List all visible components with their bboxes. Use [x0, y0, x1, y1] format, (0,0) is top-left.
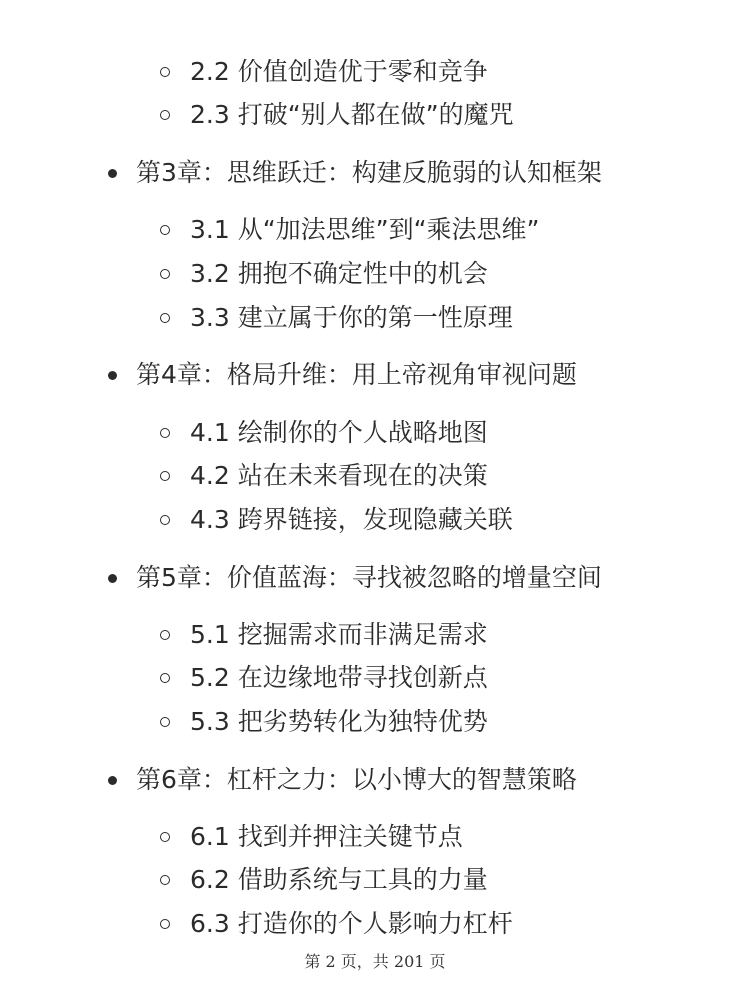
toc-section-item: [160, 254, 488, 294]
toc-section-item: [160, 456, 488, 496]
toc-chapter-text: 第3章：思维跃迁：构建反脆弱的认知框架: [136, 158, 602, 187]
toc-section-item: [160, 413, 488, 453]
circle-bullet-icon: [160, 428, 170, 438]
toc-section-text: 4.1 绘制你的个人战略地图: [190, 418, 488, 447]
toc-section-text: 6.2 借助系统与工具的力量: [190, 865, 488, 894]
circle-bullet-icon: [160, 67, 170, 77]
toc-section-item: [160, 817, 463, 857]
toc-section-item: [160, 298, 513, 338]
toc-chapter-text: 第4章：格局升维：用上帝视角审视问题: [136, 360, 577, 389]
toc-section-item: [160, 904, 513, 944]
circle-bullet-icon: [160, 225, 170, 235]
circle-bullet-icon: [160, 673, 170, 683]
toc-section-text: 5.3 把劣势转化为独特优势: [190, 707, 488, 736]
circle-bullet-icon: [160, 919, 170, 929]
toc-section-text: 6.3 打造你的个人影响力杠杆: [190, 909, 513, 938]
toc-section-text: 3.3 建立属于你的第一性原理: [190, 303, 513, 332]
toc-section-item: [160, 702, 488, 742]
circle-bullet-icon: [160, 269, 170, 279]
disc-bullet-icon: [108, 574, 117, 583]
circle-bullet-icon: [160, 515, 170, 525]
toc-section-text: 5.2 在边缘地带寻找创新点: [190, 663, 488, 692]
toc-section-item: [160, 658, 488, 698]
toc-section-text: 2.2 价值创造优于零和竞争: [190, 57, 488, 86]
circle-bullet-icon: [160, 630, 170, 640]
circle-bullet-icon: [160, 313, 170, 323]
toc-section-text: 3.2 拥抱不确定性中的机会: [190, 259, 488, 288]
toc-section-item: [160, 95, 514, 135]
toc-section-text: 3.1 从“加法思维”到“乘法思维”: [190, 215, 540, 244]
toc-section-item: [160, 500, 513, 540]
toc-chapter-item: [108, 355, 577, 395]
toc-section-item: [160, 615, 488, 655]
toc-section-item: [160, 860, 488, 900]
toc-section-text: 2.3 打破“别人都在做”的魔咒: [190, 100, 514, 129]
circle-bullet-icon: [160, 717, 170, 727]
toc-section-text: 4.2 站在未来看现在的决策: [190, 461, 488, 490]
disc-bullet-icon: [108, 371, 117, 380]
disc-bullet-icon: [108, 169, 117, 178]
circle-bullet-icon: [160, 832, 170, 842]
disc-bullet-icon: [108, 776, 117, 785]
toc-chapter-text: 第6章：杠杆之力：以小博大的智慧策略: [136, 765, 577, 794]
circle-bullet-icon: [160, 110, 170, 120]
toc-section-text: 6.1 找到并押注关键节点: [190, 822, 463, 851]
toc-section-item: [160, 52, 488, 92]
toc-chapter-item: [108, 153, 602, 193]
toc-chapter-item: [108, 558, 602, 598]
toc-chapter-item: [108, 760, 577, 800]
toc-section-item: [160, 210, 540, 250]
toc-section-text: 5.1 挖掘需求而非满足需求: [190, 620, 488, 649]
toc-chapter-text: 第5章：价值蓝海：寻找被忽略的增量空间: [136, 563, 602, 592]
circle-bullet-icon: [160, 875, 170, 885]
page-number-footer: 第 2 页，共 201 页: [304, 952, 446, 971]
toc-section-text: 4.3 跨界链接，发现隐藏关联: [190, 505, 513, 534]
circle-bullet-icon: [160, 471, 170, 481]
